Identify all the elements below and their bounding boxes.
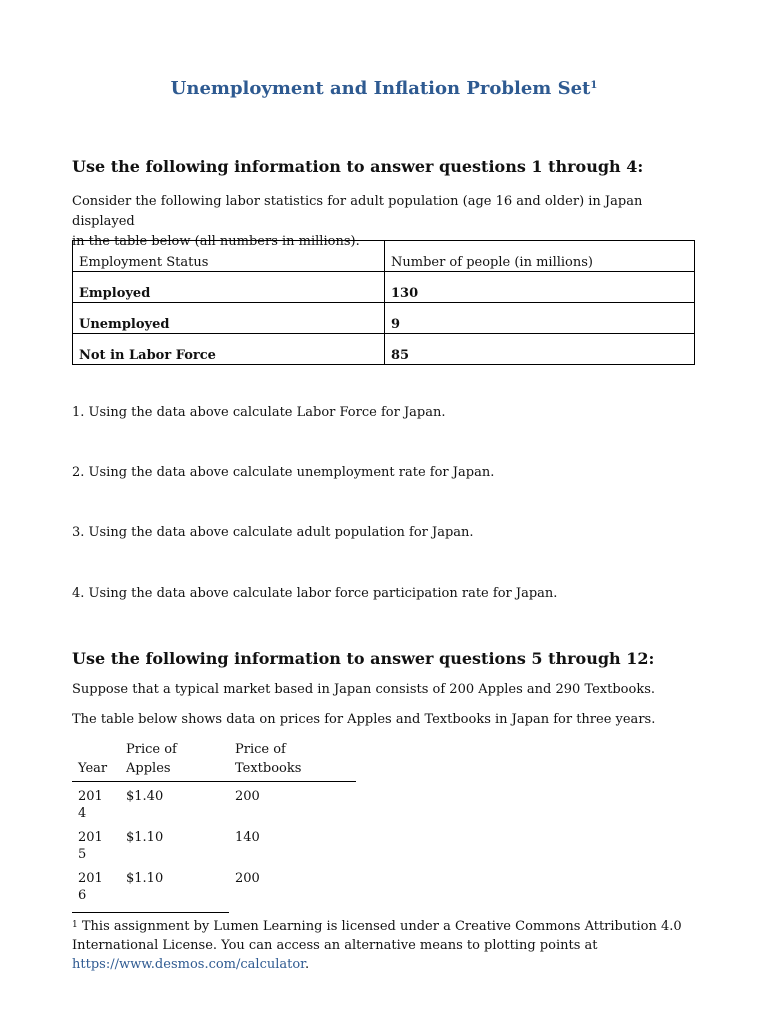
row-value-unemployed: 9 — [385, 303, 695, 334]
prices-table — [72, 740, 356, 905]
row-label-unemployed: Unemployed — [73, 303, 385, 334]
header-apples-line2: Apples — [126, 761, 171, 776]
prices-header-row — [72, 740, 356, 782]
year-part-a: 201 — [78, 830, 103, 845]
question-3: 3. Using the data above calculate adult population for Japan. — [72, 525, 474, 540]
apples-price-cell: $1.10 — [126, 871, 164, 886]
year-part-b: 5 — [78, 847, 87, 862]
section2-para2: The table below shows data on prices for Apples and Textbooks in Japan for three years. — [72, 712, 656, 727]
footnote-line1-text: This assignment by Lumen Learning is licensed under a Creative Commons Attribution 4.0 — [77, 919, 682, 934]
section1-intro-line2: in the table below (all numbers in millions). — [72, 234, 360, 249]
year-part-b: 6 — [78, 888, 87, 903]
question-2: 2. Using the data above calculate unemployment rate for Japan. — [72, 465, 495, 480]
section1-intro-line1: Consider the following labor statistics for adult population (age 16 and older) in Japan displayed — [72, 194, 643, 229]
title-text: Unemployment and Inflation Problem Set — [170, 78, 591, 99]
question-1: 1. Using the data above calculate Labor Force for Japan. — [72, 405, 446, 420]
footnote-mark: 1 — [72, 920, 78, 930]
question-4: 4. Using the data above calculate labor force participation rate for Japan. — [72, 586, 558, 601]
year-cell — [72, 823, 120, 864]
header-price-of-apples — [120, 740, 229, 782]
section2-heading: Use the following information to answer questions 5 through 12: — [72, 649, 655, 668]
footnote-line2: International License. You can access an alternative means to plotting points at — [72, 938, 598, 953]
textbooks-price-cell: 200 — [235, 871, 260, 886]
table-row — [72, 782, 356, 824]
row-value-not-in-labor-force: 85 — [385, 334, 695, 365]
header-price-of-textbooks: Price of Textbooks — [229, 740, 356, 782]
header-apples-line1: Price of — [126, 742, 177, 757]
footnote-line1 — [72, 917, 702, 936]
textbooks-price-cell: 140 — [235, 830, 260, 845]
row-label-not-in-labor-force: Not in Labor Force — [73, 334, 385, 365]
table-row — [72, 864, 356, 905]
footnote-line3 — [72, 955, 702, 974]
labor-statistics-table — [72, 240, 695, 365]
textbooks-price-cell: 200 — [235, 789, 260, 804]
header-year: Year — [72, 740, 120, 782]
table-row — [73, 334, 695, 365]
year-part-b: 4 — [78, 806, 87, 821]
table-row — [73, 303, 695, 334]
year-cell — [72, 864, 120, 905]
footnote-period: . — [304, 957, 310, 972]
title-footnote-mark: 1 — [590, 80, 598, 91]
desmos-link[interactable]: https://www.desmos.com/calculator — [72, 957, 305, 972]
footnote — [72, 917, 702, 974]
table-header-row — [73, 241, 695, 272]
table-row — [73, 272, 695, 303]
footnote-separator — [72, 912, 229, 913]
section2-para1: Suppose that a typical market based in Japan consists of 200 Apples and 290 Textbooks. — [72, 682, 656, 697]
section1-heading: Use the following information to answer questions 1 through 4: — [72, 157, 644, 176]
year-cell — [72, 782, 120, 824]
header-number-of-people: Number of people (in millions) — [385, 241, 695, 272]
year-part-a: 201 — [78, 871, 103, 886]
table-row — [72, 823, 356, 864]
apples-price-cell: $1.40 — [126, 789, 164, 804]
year-part-a: 201 — [78, 789, 103, 804]
document-title — [0, 78, 768, 99]
row-label-employed: Employed — [73, 272, 385, 303]
apples-price-cell: $1.10 — [126, 830, 164, 845]
row-value-employed: 130 — [385, 272, 695, 303]
header-employment-status: Employment Status — [73, 241, 385, 272]
